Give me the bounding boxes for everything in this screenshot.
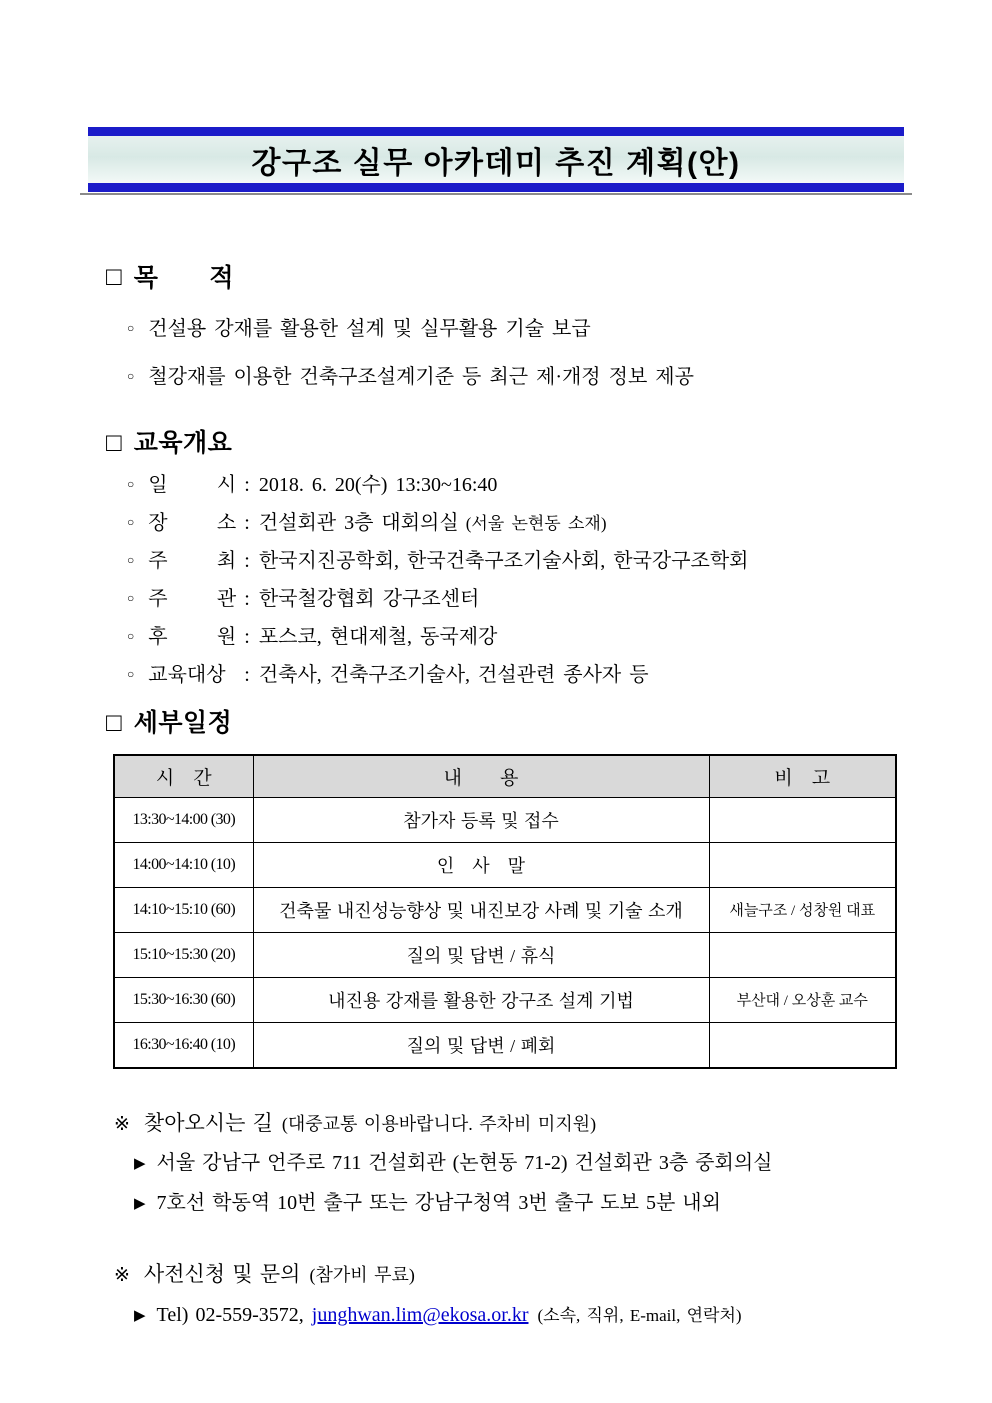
field-note: (서울 논현동 소재) (465, 513, 607, 533)
schedule-heading (106, 706, 992, 739)
cell-time: 15:30~16:30 (60) (114, 977, 253, 1022)
cell-content: 질의 및 답변 / 폐회 (253, 1022, 709, 1068)
contact-note: (소속, 직위, E-mail, 연락처) (537, 1306, 742, 1326)
header-time: 시 간 (114, 755, 253, 798)
field-label: 장 소 (148, 511, 237, 534)
circle-bullet-icon: ○ (127, 514, 135, 529)
square-bullet-icon: □ (106, 261, 122, 291)
table-row (114, 797, 896, 842)
field-label: 후 원 (148, 625, 237, 648)
purpose-heading-label: 목 적 (133, 263, 235, 292)
circle-bullet-icon: ○ (127, 368, 135, 383)
registration-title: 사전신청 및 문의 (143, 1262, 301, 1287)
overview-row-datetime (127, 473, 992, 497)
cell-note: 새늘구조 / 성창원 대표 (709, 887, 896, 932)
table-row (114, 842, 896, 887)
colon-separator: : (244, 473, 250, 496)
cell-time: 16:30~16:40 (10) (114, 1022, 253, 1068)
purpose-item (127, 365, 992, 389)
purpose-item-text: 건설용 강재를 활용한 설계 및 실무활용 기술 보급 (148, 317, 591, 340)
purpose-item (127, 317, 992, 341)
circle-bullet-icon: ○ (127, 628, 135, 643)
colon-separator: : (244, 511, 250, 534)
contact-row (134, 1303, 992, 1328)
page-title: 강구조 실무 아카데미 추진 계획(안) (251, 146, 741, 180)
arrow-right-icon: ▶ (134, 1308, 146, 1325)
cell-time: 13:30~14:00 (30) (114, 797, 253, 842)
phone-number: Tel) 02-559-3572, (156, 1304, 304, 1327)
field-value: 한국지진공학회, 한국건축구조기술사회, 한국강구조학회 (258, 549, 749, 572)
directions-item-text: 서울 강남구 언주로 711 건설회관 (논현동 71-2) 건설회관 3층 중회의실 (156, 1152, 773, 1175)
cell-content: 건축물 내진성능향상 및 내진보강 사례 및 기술 소개 (253, 887, 709, 932)
overview-heading-label: 교육개요 (133, 429, 233, 458)
field-label: 교육대상 (148, 663, 226, 686)
reference-mark-icon: ※ (114, 1265, 130, 1287)
table-row (114, 932, 896, 977)
banner-underline-divider (80, 193, 912, 195)
directions-item (134, 1191, 992, 1216)
cell-time: 14:00~14:10 (10) (114, 842, 253, 887)
overview-row-venue (127, 511, 992, 535)
registration-note: (참가비 무료) (309, 1265, 415, 1286)
cell-content: 참가자 등록 및 접수 (253, 797, 709, 842)
colon-separator: : (244, 549, 250, 572)
purpose-heading (106, 263, 992, 293)
field-label: 일 시 (148, 473, 237, 496)
title-banner (88, 127, 904, 192)
field-value: 2018. 6. 20(수) 13:30~16:40 (258, 473, 498, 496)
schedule-heading-label: 세부일정 (133, 709, 233, 738)
cell-time: 14:10~15:10 (60) (114, 887, 253, 932)
arrow-right-icon: ▶ (134, 1196, 146, 1213)
schedule-table (113, 754, 897, 1069)
table-header-row (114, 755, 896, 798)
square-bullet-icon: □ (106, 426, 122, 457)
registration-title-row (114, 1262, 992, 1288)
header-note: 비 고 (709, 755, 896, 798)
colon-separator: : (244, 587, 250, 610)
cell-content: 질의 및 답변 / 휴식 (253, 932, 709, 977)
cell-content: 인 사 말 (253, 842, 709, 887)
email-link[interactable]: junghwan.lim@ekosa.or.kr (311, 1304, 529, 1327)
cell-time: 15:10~15:30 (20) (114, 932, 253, 977)
table-row (114, 1022, 896, 1068)
directions-title-row (114, 1111, 992, 1137)
overview-row-host (127, 549, 992, 573)
cell-content: 내진용 강재를 활용한 강구조 설계 기법 (253, 977, 709, 1022)
overview-heading (106, 426, 992, 459)
header-content: 내 용 (253, 755, 709, 798)
cell-note: 부산대 / 오상훈 교수 (709, 977, 896, 1022)
cell-note (709, 797, 896, 842)
directions-note: (대중교통 이용바랍니다. 주차비 미지원) (281, 1113, 597, 1134)
field-value: 한국철강협회 강구조센터 (258, 587, 480, 610)
overview-row-organizer (127, 587, 992, 611)
reference-mark-icon: ※ (114, 1113, 130, 1135)
field-value: 건설회관 3층 대회의실 (258, 511, 459, 534)
overview-row-sponsor (127, 625, 992, 649)
directions-item (134, 1151, 992, 1176)
overview-row-audience (127, 663, 992, 687)
circle-bullet-icon: ○ (127, 552, 135, 567)
circle-bullet-icon: ○ (127, 320, 135, 335)
cell-note (709, 1022, 896, 1068)
field-label: 주 최 (148, 549, 237, 572)
circle-bullet-icon: ○ (127, 590, 135, 605)
table-row (114, 977, 896, 1022)
directions-item-text: 7호선 학동역 10번 출구 또는 강남구청역 3번 출구 도보 5분 내외 (156, 1192, 721, 1215)
cell-note (709, 842, 896, 887)
cell-note (709, 932, 896, 977)
circle-bullet-icon: ○ (127, 666, 135, 681)
colon-separator: : (244, 663, 250, 686)
square-bullet-icon: □ (106, 706, 122, 737)
directions-title: 찾아오시는 길 (143, 1110, 273, 1135)
table-row (114, 887, 896, 932)
field-label: 주 관 (148, 587, 237, 610)
purpose-item-text: 철강재를 이용한 건축구조설계기준 등 최근 제·개정 정보 제공 (148, 365, 694, 388)
field-value: 건축사, 건축구조기술사, 건설관련 종사자 등 (258, 663, 649, 686)
colon-separator: : (244, 625, 250, 648)
field-value: 포스코, 현대제철, 동국제강 (258, 625, 498, 648)
circle-bullet-icon: ○ (127, 476, 135, 491)
arrow-right-icon: ▶ (134, 1156, 146, 1173)
